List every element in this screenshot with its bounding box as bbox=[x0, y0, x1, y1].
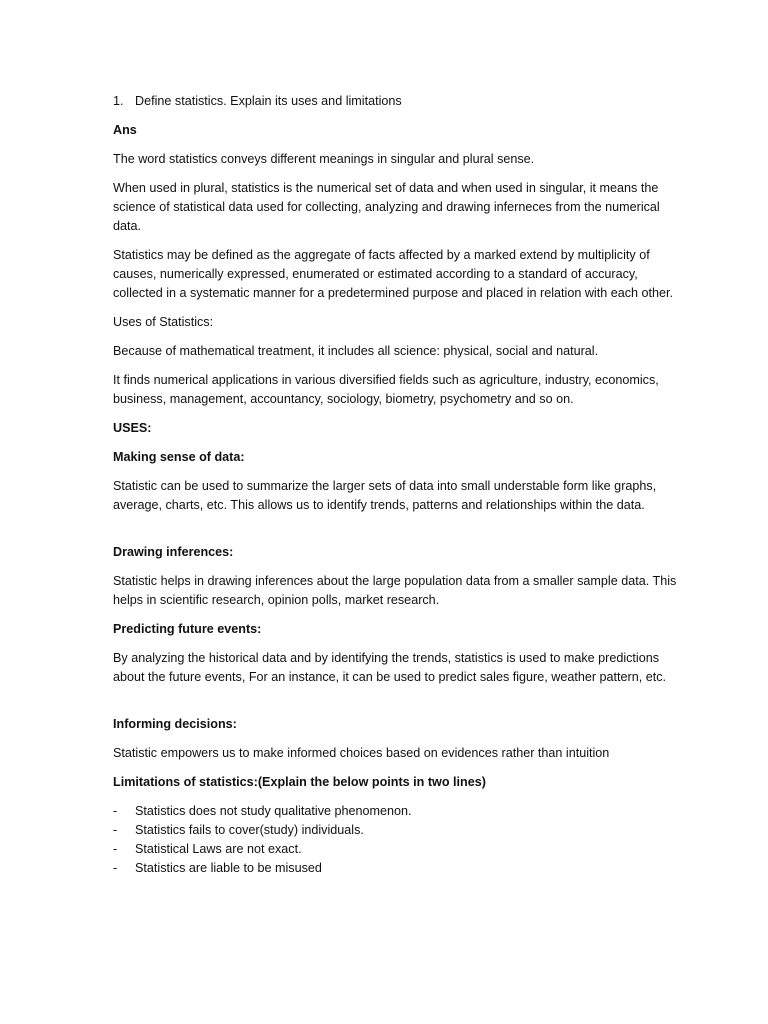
document-body bbox=[113, 92, 678, 878]
list-item bbox=[113, 821, 678, 840]
paragraph-applications: It finds numerical applications in various diversified fields such as agriculture, industry, economics, business, management, accountancy, sociology, biometry, psychometry and so on. bbox=[113, 373, 659, 406]
bullet-dash: - bbox=[113, 823, 118, 837]
section-body-drawing-inferences: Statistic helps in drawing inferences about the large population data from a smaller sample data. This helps in scientific research, opinion polls, market research. bbox=[113, 574, 677, 607]
bullet-dash: - bbox=[113, 804, 118, 818]
paragraph-mathematical-treatment: Because of mathematical treatment, it includes all science: physical, social and natural. bbox=[113, 344, 599, 358]
bullet-dash: - bbox=[113, 842, 118, 856]
answer-label: Ans bbox=[113, 123, 137, 137]
list-item bbox=[113, 840, 678, 859]
question-line bbox=[113, 92, 678, 111]
list-item-text: Statistics are liable to be misused bbox=[135, 861, 322, 875]
question-number: 1. bbox=[113, 94, 124, 108]
uses-heading: USES: bbox=[113, 421, 152, 435]
paragraph-definition: Statistics may be defined as the aggregate of facts affected by a marked extend by multiplicity of causes, numerically expressed, enumerated or estimated according to a standard of accuracy, collected in a systematic manner for a predetermined purpose and placed in relation with each other. bbox=[113, 248, 674, 300]
section-heading-informing-decisions: Informing decisions: bbox=[113, 717, 237, 731]
list-item-text: Statistical Laws are not exact. bbox=[135, 842, 302, 856]
paragraph-uses-title: Uses of Statistics: bbox=[113, 315, 214, 329]
bullet-dash: - bbox=[113, 861, 118, 875]
list-item bbox=[113, 859, 678, 878]
paragraph-plural-singular: When used in plural, statistics is the numerical set of data and when used in singular, it means the science of statistical data used for collecting, analyzing and drawing inferneces from the numerical data. bbox=[113, 181, 660, 233]
paragraph-meanings: The word statistics conveys different meanings in singular and plural sense. bbox=[113, 152, 535, 166]
limitations-heading: Limitations of statistics:(Explain the below points in two lines) bbox=[113, 775, 486, 789]
question-text: Define statistics. Explain its uses and limitations bbox=[135, 94, 402, 108]
section-body-informing-decisions: Statistic empowers us to make informed choices based on evidences rather than intuition bbox=[113, 746, 610, 760]
list-item-text: Statistics does not study qualitative phenomenon. bbox=[135, 804, 412, 818]
section-heading-drawing-inferences: Drawing inferences: bbox=[113, 545, 234, 559]
list-item-text: Statistics fails to cover(study) individuals. bbox=[135, 823, 364, 837]
section-body-predicting: By analyzing the historical data and by identifying the trends, statistics is used to make predictions about the future events, For an instance, it can be used to predict sales figure, weather pattern, etc. bbox=[113, 651, 667, 684]
limitations-list bbox=[113, 802, 678, 878]
section-heading-predicting: Predicting future events: bbox=[113, 622, 262, 636]
section-body-making-sense: Statistic can be used to summarize the larger sets of data into small understable form like graphs, average, charts, etc. This allows us to identify trends, patterns and relationships within the data. bbox=[113, 479, 657, 512]
list-item bbox=[113, 802, 678, 821]
section-heading-making-sense: Making sense of data: bbox=[113, 450, 245, 464]
